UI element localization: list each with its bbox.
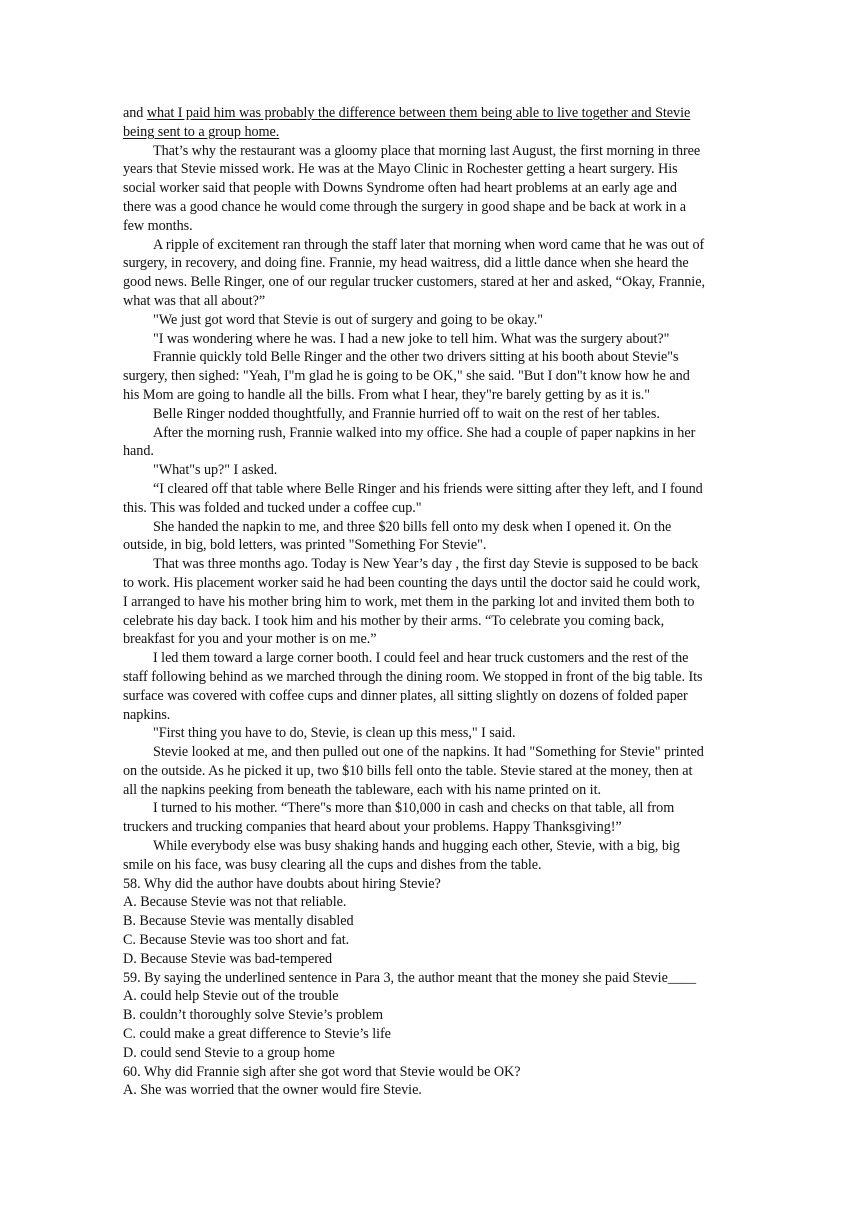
text-line <box>123 555 739 574</box>
text-segment: C. Because Stevie was too short and fat. <box>123 932 350 949</box>
text-line <box>123 912 739 931</box>
text-line <box>123 442 739 461</box>
text-segment: "First thing you have to do, Stevie, is clean up this mess," I said. <box>153 725 516 742</box>
text-segment: surgery, in recovery, and doing fine. Frannie, my head waitress, did a little dance when she heard the <box>123 255 689 272</box>
text-segment: Frannie quickly told Belle Ringer and the other two drivers sitting at his booth about Stevie"s <box>153 349 679 366</box>
text-segment: all the napkins peeking from beneath the tableware, each with his name printed on it. <box>123 781 601 798</box>
text-segment: She handed the napkin to me, and three $20 bills fell onto my desk when I opened it. On the <box>153 518 672 535</box>
text-segment: truckers and trucking companies that heard about your problems. Happy Thanksgiving!” <box>123 819 622 836</box>
text-line <box>123 160 739 179</box>
text-line <box>123 743 739 762</box>
text-line <box>123 311 739 330</box>
text-line <box>123 781 739 800</box>
text-segment: Stevie looked at me, and then pulled out one of the napkins. It had "Something for Stevie" printed <box>153 744 704 761</box>
text-segment: I arranged to have his mother bring him to work, met them in the parking lot and invited them both to <box>123 593 695 610</box>
underlined-sentence: being sent to a group home. <box>123 123 280 140</box>
text-segment: "We just got word that Stevie is out of surgery and going to be okay." <box>153 311 543 328</box>
text-segment: B. couldn’t thoroughly solve Stevie’s problem <box>123 1007 383 1024</box>
text-line <box>123 818 739 837</box>
text-line <box>123 236 739 255</box>
text-line <box>123 1063 739 1082</box>
text-segment: years that Stevie missed work. He was at the Mayo Clinic in Rochester getting a heart surgery. His <box>123 161 678 178</box>
text-line <box>123 630 739 649</box>
document-body <box>123 104 739 1100</box>
text-line <box>123 931 739 950</box>
text-line <box>123 950 739 969</box>
text-line <box>123 1044 739 1063</box>
text-segment: "I was wondering where he was. I had a new joke to tell him. What was the surgery about?" <box>153 330 670 347</box>
text-segment: surface was covered with coffee cups and dinner plates, all sitting slightly on dozens of folded paper <box>123 687 688 704</box>
text-segment: "What"s up?" I asked. <box>153 462 278 479</box>
text-segment: few months. <box>123 217 193 234</box>
text-segment: celebrate his day back. I took him and his mother by their arms. “To celebrate you coming back, <box>123 612 665 629</box>
text-line <box>123 273 739 292</box>
underlined-sentence: what I paid him was probably the difference between them being able to live together and Stevie <box>146 105 691 121</box>
text-line <box>123 706 739 725</box>
text-line <box>123 123 739 142</box>
text-line <box>123 348 739 367</box>
text-segment: his Mom are going to handle all the bills. From what I hear, they"re barely getting by as it is." <box>123 386 651 403</box>
text-segment: what was that all about?” <box>123 292 266 309</box>
text-line <box>123 405 739 424</box>
text-segment: A. could help Stevie out of the trouble <box>123 988 339 1005</box>
text-line <box>123 574 739 593</box>
text-line <box>123 762 739 781</box>
text-line <box>123 837 739 856</box>
text-line <box>123 367 739 386</box>
text-line <box>123 424 739 443</box>
text-segment: While everybody else was busy shaking hands and hugging each other, Stevie, with a big, big <box>153 838 680 855</box>
text-segment: B. Because Stevie was mentally disabled <box>123 913 354 930</box>
text-line <box>123 518 739 537</box>
text-line <box>123 668 739 687</box>
text-line <box>123 799 739 818</box>
text-segment: After the morning rush, Frannie walked into my office. She had a couple of paper napkins in her <box>153 424 696 441</box>
text-line <box>123 969 739 988</box>
text-line <box>123 480 739 499</box>
text-segment: 58. Why did the author have doubts about hiring Stevie? <box>123 875 441 892</box>
text-segment: to work. His placement worker said he had been counting the days until the doctor said he could work, <box>123 574 701 591</box>
text-line <box>123 536 739 555</box>
text-line <box>123 254 739 273</box>
text-segment: outside, in big, bold letters, was printed "Something For Stevie". <box>123 537 487 554</box>
text-segment: there was a good chance he would come through the surgery in good shape and be back at work in a <box>123 198 687 215</box>
text-segment: smile on his face, was busy clearing all the cups and dishes from the table. <box>123 856 542 873</box>
text-segment: 59. By saying the underlined sentence in Para 3, the author meant that the money she paid Stevie____ <box>123 969 696 986</box>
text-segment: staff following behind as we marched through the dining room. We stopped in front of the big table. Its <box>123 668 703 685</box>
text-segment: I turned to his mother. “There"s more than $10,000 in cash and checks on that table, all from <box>153 800 675 817</box>
text-line <box>123 142 739 161</box>
text-line <box>123 330 739 349</box>
text-segment: breakfast for you and your mother is on me.” <box>123 631 377 648</box>
text-line <box>123 217 739 236</box>
text-line <box>123 292 739 311</box>
text-line <box>123 104 739 123</box>
text-line <box>123 612 739 631</box>
text-segment: this. This was folded and tucked under a coffee cup." <box>123 499 422 516</box>
text-segment: social worker said that people with Downs Syndrome often had heart problems at an early age and <box>123 180 677 197</box>
text-segment: and <box>123 105 147 121</box>
text-segment: Belle Ringer nodded thoughtfully, and Frannie hurried off to wait on the rest of her tables. <box>153 405 660 422</box>
text-segment: surgery, then sighed: "Yeah, I"m glad he is going to be OK," she said. "But I don"t know how he and <box>123 368 690 385</box>
text-segment: napkins. <box>123 706 171 723</box>
text-line <box>123 1025 739 1044</box>
text-segment: good news. Belle Ringer, one of our regular trucker customers, stared at her and asked, “Okay, Frannie, <box>123 274 705 291</box>
text-segment: “I cleared off that table where Belle Ringer and his friends were sitting after they left, and I found <box>153 480 703 497</box>
text-segment: D. could send Stevie to a group home <box>123 1044 335 1061</box>
text-line <box>123 179 739 198</box>
text-segment: C. could make a great difference to Stevie’s life <box>123 1026 391 1043</box>
text-line <box>123 856 739 875</box>
text-segment: A. Because Stevie was not that reliable. <box>123 894 347 911</box>
text-line <box>123 499 739 518</box>
text-segment: on the outside. As he picked it up, two $10 bills fell onto the table. Stevie stared at the money, then at <box>123 762 693 779</box>
text-line <box>123 386 739 405</box>
text-line <box>123 1081 739 1100</box>
text-line <box>123 1006 739 1025</box>
text-segment: A ripple of excitement ran through the staff later that morning when word came that he was out of <box>153 236 705 253</box>
text-line <box>123 461 739 480</box>
text-segment: hand. <box>123 443 154 460</box>
text-line <box>123 987 739 1006</box>
text-segment: D. Because Stevie was bad-tempered <box>123 950 333 967</box>
text-line <box>123 724 739 743</box>
text-line <box>123 875 739 894</box>
text-segment: A. She was worried that the owner would fire Stevie. <box>123 1082 422 1099</box>
text-line <box>123 198 739 217</box>
text-line <box>123 687 739 706</box>
text-segment: 60. Why did Frannie sigh after she got word that Stevie would be OK? <box>123 1063 521 1080</box>
text-segment: That’s why the restaurant was a gloomy place that morning last August, the first morning in three <box>153 142 701 159</box>
text-line <box>123 593 739 612</box>
text-segment: I led them toward a large corner booth. I could feel and hear truck customers and the rest of the <box>153 650 689 667</box>
text-line <box>123 649 739 668</box>
text-segment: That was three months ago. Today is New Year’s day , the first day Stevie is supposed to be back <box>153 556 699 573</box>
text-line <box>123 893 739 912</box>
